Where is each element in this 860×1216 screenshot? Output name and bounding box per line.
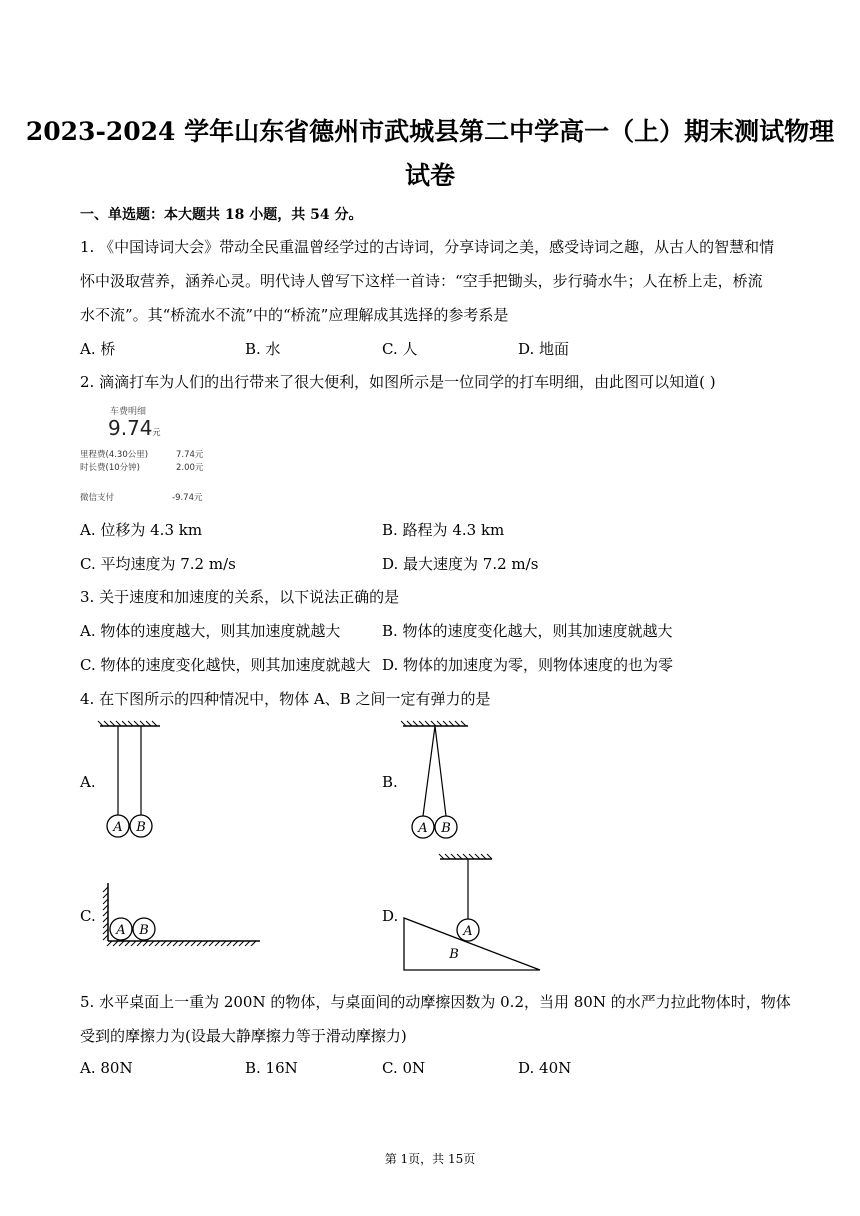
- q3-option-a: A. 物体的速度越大，则其加速度就越大: [80, 622, 341, 640]
- q1-option-b: B. 水: [245, 340, 281, 358]
- taxi-receipt: [80, 400, 230, 510]
- ball-b-label: B: [441, 821, 451, 836]
- ball-a-label: A: [116, 923, 126, 938]
- receipt-time-label: 时长费(10分钟): [80, 463, 140, 473]
- q1-line1: 1. 《中国诗词大会》带动全民重温曾经学过的古诗词，分享诗词之美，感受诗词之趣，从古人的智慧和情: [80, 238, 775, 256]
- q1-line3: 水不流”。其“桥流水不流”中的“桥流”应理解成其选择的参考系是: [80, 306, 509, 324]
- receipt-pay-value: -9.74元: [172, 493, 203, 503]
- receipt-total-unit: 元: [152, 428, 161, 437]
- q5-line2: 受到的摩擦力为(设最大静摩擦力等于滑动摩擦力): [80, 1027, 407, 1045]
- q4-figure-a: [95, 720, 175, 845]
- receipt-mileage-label: 里程费(4.30公里): [80, 450, 149, 460]
- q4-stem: 4. 在下图所示的四种情况中，物体 A、B 之间一定有弹力的是: [80, 690, 491, 708]
- receipt-header: 车费明细: [110, 407, 147, 417]
- q2-stem: 2. 滴滴打车为人们的出行带来了很大便利，如图所示是一位同学的打车明细，由此图可以知道( ): [80, 373, 716, 391]
- wedge-b-label: B: [449, 947, 459, 962]
- q1-option-a: A. 桥: [80, 340, 116, 358]
- q2-option-a: A. 位移为 4.3 km: [80, 521, 203, 539]
- q3-stem: 3. 关于速度和加速度的关系，以下说法正确的是: [80, 588, 400, 606]
- ball-a-label: A: [113, 820, 123, 835]
- ball-b-label: B: [139, 923, 149, 938]
- page-footer: 第 1页，共 15页: [384, 1152, 476, 1166]
- q5-option-b: B. 16N: [245, 1059, 298, 1077]
- ball-a-label: A: [418, 821, 428, 836]
- q5-line1: 5. 水平桌面上一重为 200N 的物体，与桌面间的动摩擦因数为 0.2，当用 80N 的水严力拉此物体时，物体: [80, 993, 791, 1011]
- receipt-pay-label: 微信支付: [80, 493, 115, 503]
- q5-option-c: C. 0N: [382, 1059, 426, 1077]
- q4-label-c: C.: [80, 907, 96, 925]
- page-title-line2: 试卷: [404, 161, 455, 190]
- q1-line2: 怀中汲取营养，涵养心灵。明代诗人曾写下这样一首诗：“空手把锄头，步行骑水牛；人在桥上走，桥流: [80, 272, 763, 290]
- q2-option-b: B. 路程为 4.3 km: [382, 521, 505, 539]
- q5-option-d: D. 40N: [518, 1059, 572, 1077]
- q5-option-a: A. 80N: [80, 1059, 133, 1077]
- q4-figure-c: [98, 875, 268, 950]
- ball-b-label: B: [136, 820, 146, 835]
- q3-option-d: D. 物体的加速度为零，则物体速度的也为零: [382, 656, 674, 674]
- q3-option-c: C. 物体的速度变化越快，则其加速度就越大: [80, 656, 371, 674]
- q3-option-b: B. 物体的速度变化越大，则其加速度就越大: [382, 622, 673, 640]
- q4-figure-d: [398, 852, 548, 977]
- q1-option-c: C. 人: [382, 340, 418, 358]
- q4-label-b: B.: [382, 773, 398, 791]
- q2-option-d: D. 最大速度为 7.2 m/s: [382, 555, 539, 573]
- receipt-total-value: 9.74: [108, 416, 153, 440]
- q4-label-d: D.: [382, 907, 399, 925]
- receipt-total: [108, 416, 161, 440]
- ball-a-label: A: [463, 924, 473, 939]
- page-title: 2023-2024 学年山东省德州市武城县第二中学高一（上）期末测试物理: [25, 117, 835, 146]
- q1-option-d: D. 地面: [518, 340, 570, 358]
- q4-figure-b: [398, 720, 478, 845]
- q2-option-c: C. 平均速度为 7.2 m/s: [80, 555, 236, 573]
- q4-label-a: A.: [80, 773, 96, 791]
- receipt-time-value: 2.00元: [176, 463, 204, 473]
- receipt-mileage-value: 7.74元: [176, 450, 204, 460]
- section-heading: 一、单选题：本大题共 18 小题，共 54 分。: [80, 207, 363, 223]
